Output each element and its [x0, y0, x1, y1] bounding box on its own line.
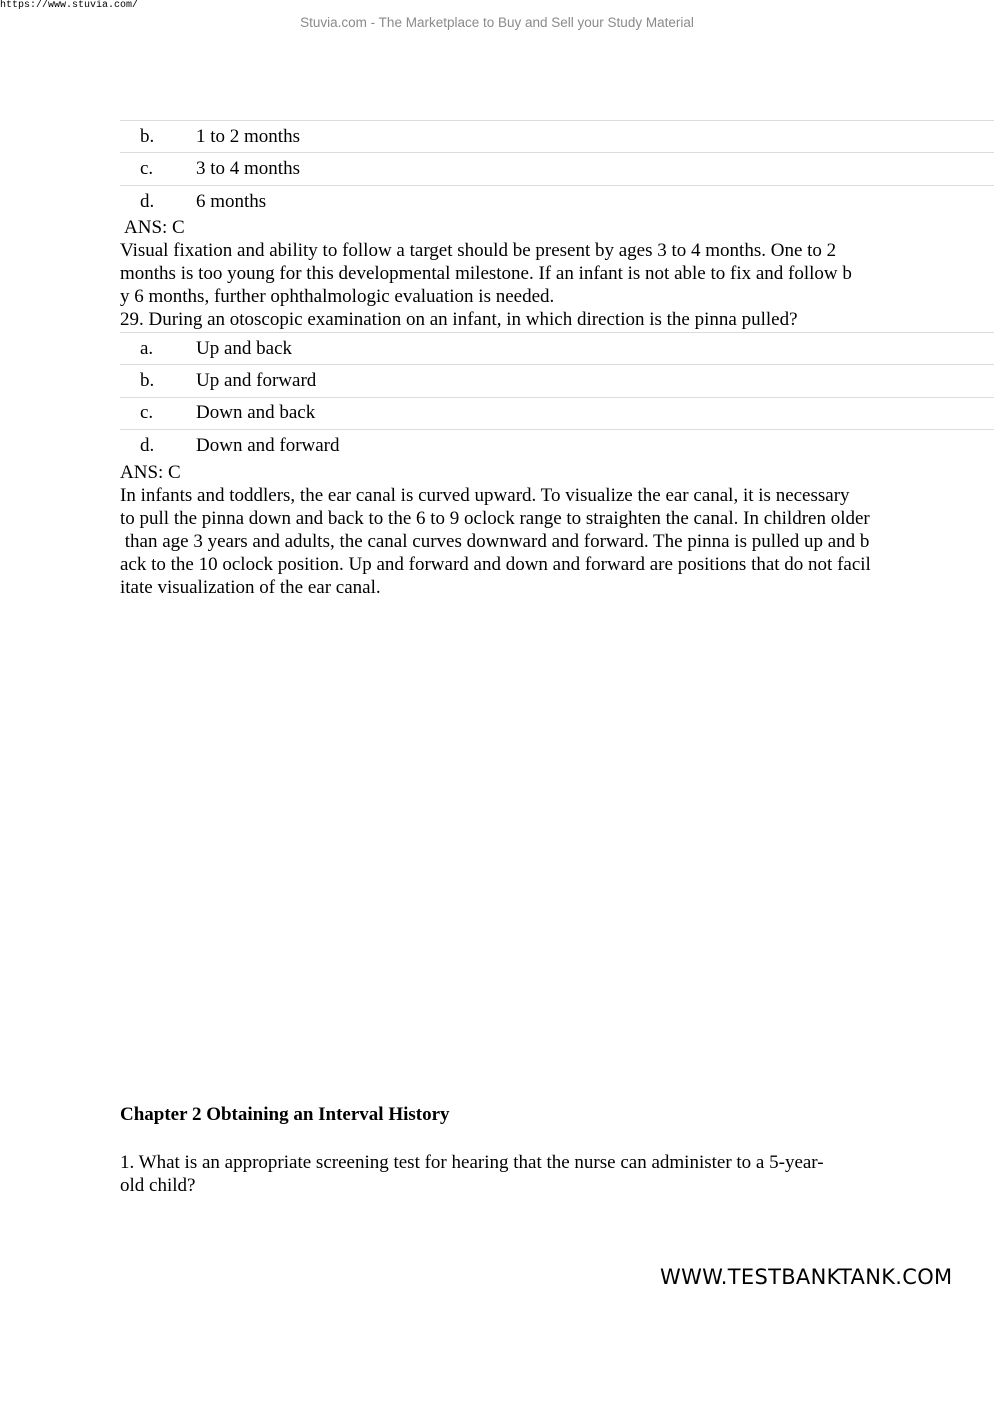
question-29-answer-block — [120, 461, 900, 599]
option-text: 1 to 2 months — [196, 125, 300, 147]
option-letter: c. — [140, 157, 154, 179]
option-letter: c. — [140, 402, 154, 424]
rationale-line: y 6 months, further ophthalmologic evaluation is needed. — [120, 286, 555, 307]
chapter-question-1 — [120, 1151, 900, 1197]
rationale-line: In infants and toddlers, the ear canal is curved upward. To visualize the ear canal, it is necessary — [120, 485, 850, 506]
question-28-answer-block — [120, 216, 900, 331]
answer-label: ANS: C — [120, 462, 181, 483]
footer-brand: WWW.TESTBANKTANK.COM — [660, 1265, 953, 1289]
option-text: Down and forward — [196, 435, 340, 457]
option-row — [120, 365, 994, 397]
option-text: Down and back — [196, 402, 316, 424]
option-row — [120, 398, 994, 430]
chapter-title: Chapter 2 Obtaining an Interval History — [120, 1104, 450, 1125]
rationale-line: than age 3 years and adults, the canal curves downward and forward. The pinna is pulled up and b — [120, 531, 870, 552]
question-29-options — [120, 332, 994, 462]
question-line: old child? — [120, 1175, 196, 1196]
option-text: Up and back — [196, 337, 293, 359]
option-text: 3 to 4 months — [196, 157, 300, 179]
question-line: 1. What is an appropriate screening test for hearing that the nurse can administer to a 5-year- — [120, 1152, 824, 1173]
option-row — [120, 430, 994, 462]
option-letter: b. — [140, 369, 155, 391]
option-row — [120, 121, 994, 153]
rationale-line: ack to the 10 oclock position. Up and forward and down and forward are positions that do not facil — [120, 554, 871, 575]
option-row — [120, 186, 994, 218]
rationale-line: Visual fixation and ability to follow a target should be present by ages 3 to 4 months. One to 2 — [120, 240, 837, 261]
option-text: Up and forward — [196, 369, 317, 391]
option-text: 6 months — [196, 190, 267, 212]
rationale-line: months is too young for this developmental milestone. If an infant is not able to fix and follow b — [120, 263, 852, 284]
question-28-options — [120, 120, 994, 218]
rationale-line: to pull the pinna down and back to the 6 to 9 oclock range to straighten the canal. In children older — [120, 508, 870, 529]
option-letter: a. — [140, 337, 154, 359]
option-letter: b. — [140, 125, 155, 147]
option-letter: d. — [140, 435, 155, 457]
answer-label: ANS: C — [124, 217, 185, 238]
option-row — [120, 153, 994, 185]
rationale-line: itate visualization of the ear canal. — [120, 577, 381, 598]
question-stem: 29. During an otoscopic examination on an infant, in which direction is the pinna pulled? — [120, 309, 798, 330]
option-row — [120, 333, 994, 365]
site-header: Stuvia.com - The Marketplace to Buy and Sell your Study Material — [300, 15, 694, 30]
option-letter: d. — [140, 190, 155, 212]
source-url: https://www.stuvia.com/ — [0, 0, 139, 11]
